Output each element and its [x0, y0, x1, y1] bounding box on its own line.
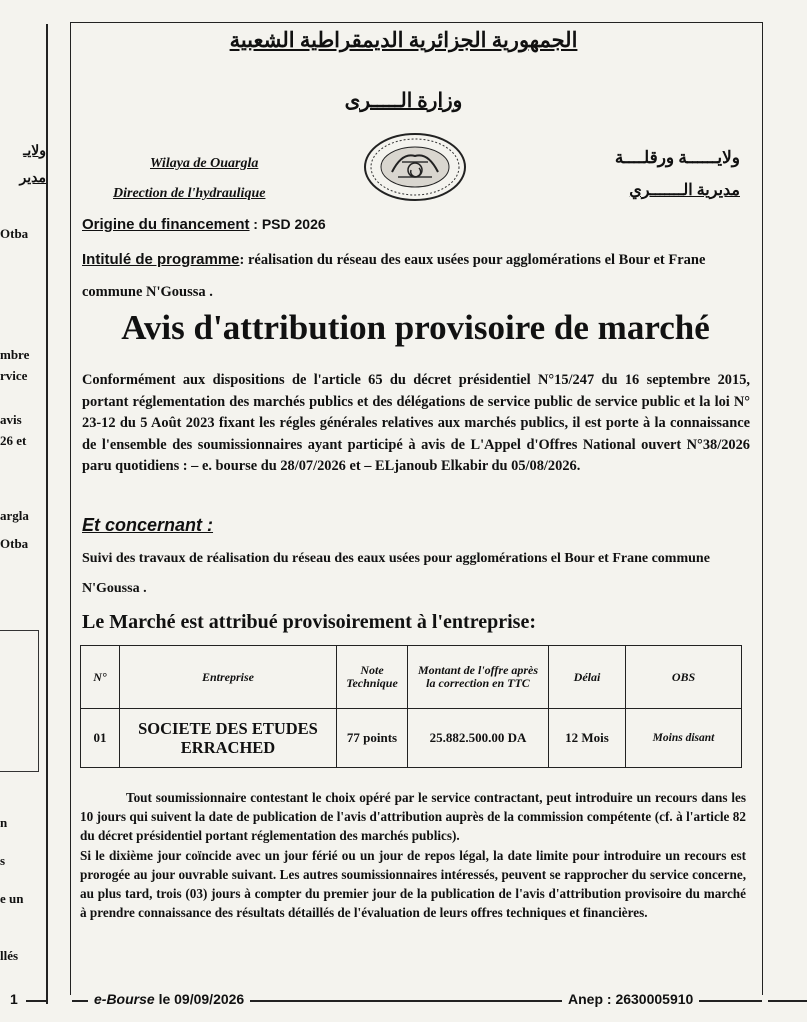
table-cell: 25.882.500.00 DA — [408, 709, 549, 768]
ministry-heading — [0, 88, 807, 113]
adjacent-column — [0, 0, 46, 1000]
adjacent-text: Otba — [0, 226, 29, 241]
programme-line — [82, 244, 754, 308]
national-emblem-seal — [362, 132, 468, 202]
adjacent-box — [0, 630, 39, 772]
table-cell: SOCIETE DES ETUDES ERRACHED — [120, 709, 337, 768]
column-header: N° — [81, 646, 120, 709]
recourse-paragraph — [80, 788, 746, 922]
republic-heading-text: الجمهورية الجزائرية الديمقراطية الشعبية — [229, 28, 578, 52]
adjacent-text: e un — [0, 891, 24, 906]
attribution-heading: Le Marché est attribué provisoirement à l'entreprise: — [82, 611, 536, 633]
table-row — [81, 709, 742, 768]
notice-title: Avis d'attribution provisoire de marché — [121, 308, 710, 347]
wilaya-label-fr: Wilaya de Ouargla — [150, 156, 259, 171]
wilaya-label-ar: ولايــــــة ورقلــــة — [614, 148, 740, 167]
column-divider — [46, 24, 48, 1004]
footer-rule — [768, 1000, 807, 1002]
adjacent-page-number: 1 — [10, 991, 18, 1007]
adjacent-text: Otba — [0, 536, 29, 551]
column-header: OBS — [626, 646, 742, 709]
financing-label: Origine du financement — [82, 216, 250, 233]
column-header: Note Technique — [337, 646, 408, 709]
adjacent-text: rvice — [0, 368, 28, 383]
legal-basis-paragraph: Conformément aux dispositions de l'article 65 du décret présidentiel N°15/247 du 16 septembre 2015, portant réglementation des marchés publics et des délégations de service public de service public et la loi N° 23-12 du 5 Août 2023 fixant les régles générales relatives aux marchés publics, il est porte à la connaissance de l'ensemble des soumissionnaires ayant participé à avis de L'Appel d'Offres National ouvert N°38/2026 paru quotidiens : – e. bourse du 28/07/2026 et – ELjanoub Elkabir du 05/08/2026. — [82, 372, 750, 475]
table-cell: 12 Mois — [549, 709, 626, 768]
table-header-row — [81, 646, 742, 709]
table-cell: 01 — [81, 709, 120, 768]
table-cell: 77 points — [337, 709, 408, 768]
publication-name: e-Bourse — [94, 991, 155, 1007]
financing-line — [82, 216, 326, 234]
table-cell: Moins disant — [626, 709, 742, 768]
concernant-label: Et concernant : — [82, 515, 214, 535]
deadline-text: Si le dixième jour coïncide avec un jour férié ou un jour de repos légal, la date limite pour introduire un recours est prorogée au jour ouvrable suivant. Les autres soumissionnaires intéressés, peuvent se rapprocher du service concerne, au plus tard, trois (03) jours à compter du premier jour de la publication de l'avis d'attribution provisoire du marché à prendre connaissance des résultats détaillés de l'évaluation de leurs offres techniques et financières. — [80, 847, 746, 921]
publication-date: le 09/09/2026 — [158, 991, 245, 1007]
adjacent-text: 26 et — [0, 433, 27, 448]
anep-reference: Anep : 2630005910 — [562, 991, 699, 1007]
republic-heading — [0, 28, 807, 53]
adjacent-text: n — [0, 815, 8, 830]
award-table — [80, 645, 742, 768]
column-header: Montant de l'offre après la correction en TTC — [408, 646, 549, 709]
adjacent-text: مدير — [19, 171, 46, 186]
adjacent-text: mbre — [0, 347, 30, 362]
direction-label-fr: Direction de l'hydraulique — [113, 186, 266, 201]
programme-text: : réalisation du réseau des eaux usées pour agglomérations el Bour et Frane commune N'Goussa . — [82, 252, 706, 300]
publication-source — [88, 991, 250, 1007]
adjacent-text: s — [0, 853, 6, 868]
column-header: Délai — [549, 646, 626, 709]
programme-label: Intitulé de programme — [82, 251, 240, 268]
column-header: Entreprise — [120, 646, 337, 709]
recourse-text: Tout soumissionnaire contestant le choix opéré par le service contractant, peut introduire un recours dans les 10 jours qui suivent la date de publication de l'avis d'attribution auprès de la commission compétente (cf. à l'article 82 du décret présidentiel portant réglementation des marchés publics). — [80, 790, 746, 844]
ministry-heading-text: وزارة الـــــرى — [344, 90, 463, 112]
footer-rule — [26, 1000, 48, 1002]
concernant-text: Suivi des travaux de réalisation du réseau des eaux usées pour agglomérations el Bour et Frane commune N'Goussa . — [82, 551, 710, 596]
adjacent-text: ولايـ — [23, 144, 46, 159]
adjacent-text: llés — [0, 948, 19, 963]
adjacent-text: avis — [0, 412, 22, 427]
adjacent-text: argla — [0, 508, 29, 523]
direction-label-ar: مديرية الـــــــري — [629, 182, 740, 199]
financing-value: : PSD 2026 — [253, 216, 326, 232]
